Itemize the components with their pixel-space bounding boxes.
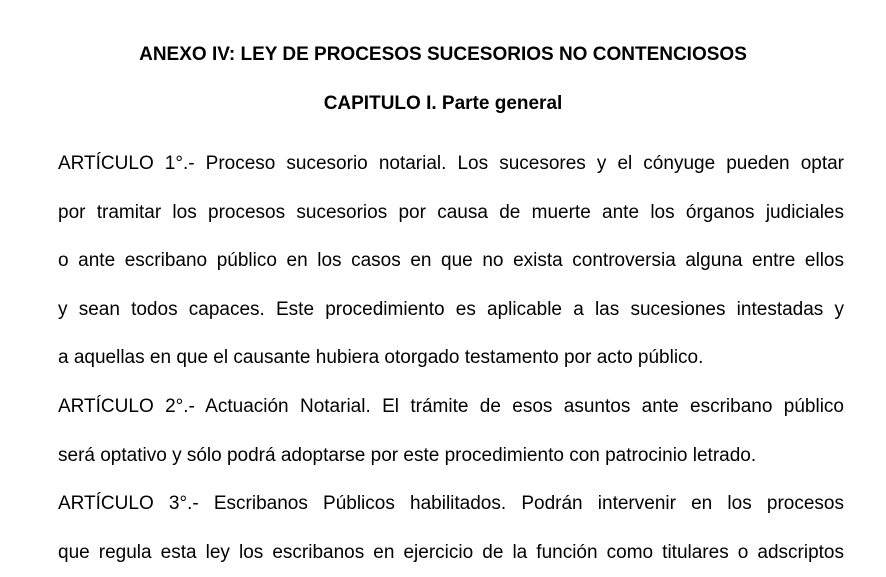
text-line-art1-1: ARTÍCULO 1°.- Proceso sucesorio notarial. Los sucesores y el cónyuge pueden optar <box>58 153 844 174</box>
chapter-heading: CAPITULO I. Parte general <box>323 93 563 114</box>
text-line-art1-5: a aquellas en que el causante hubiera otorgado testamento por acto público. <box>58 347 704 369</box>
text-line-art2-2: será optativo y sólo podrá adoptarse por este procedimiento con patrocinio letrado. <box>58 444 757 466</box>
text-line-art1-4: y sean todos capaces. Este procedimiento es aplicable a las sucesiones intestadas y <box>58 298 844 320</box>
text-line-art3-2: que regula esta ley los escribanos en ejercicio de la función como titulares o adscriptos <box>58 541 844 563</box>
document-body <box>58 140 844 577</box>
text-line-art3-1: ARTÍCULO 3°.- Escribanos Públicos habilitados. Podrán intervenir en los procesos <box>58 493 844 515</box>
text-line-art2-1: ARTÍCULO 2°.- Actuación Notarial. El trámite de esos asuntos ante escribano público <box>58 395 844 417</box>
text-line-art1-3: o ante escribano público en los casos en que no exista controversia alguna entre ellos <box>58 250 844 272</box>
text-line-art1-2: por tramitar los procesos sucesorios por causa de muerte ante los órganos judiciales <box>58 201 844 223</box>
document-title: ANEXO IV: LEY DE PROCESOS SUCESORIOS NO CONTENCIOSOS <box>139 44 747 65</box>
